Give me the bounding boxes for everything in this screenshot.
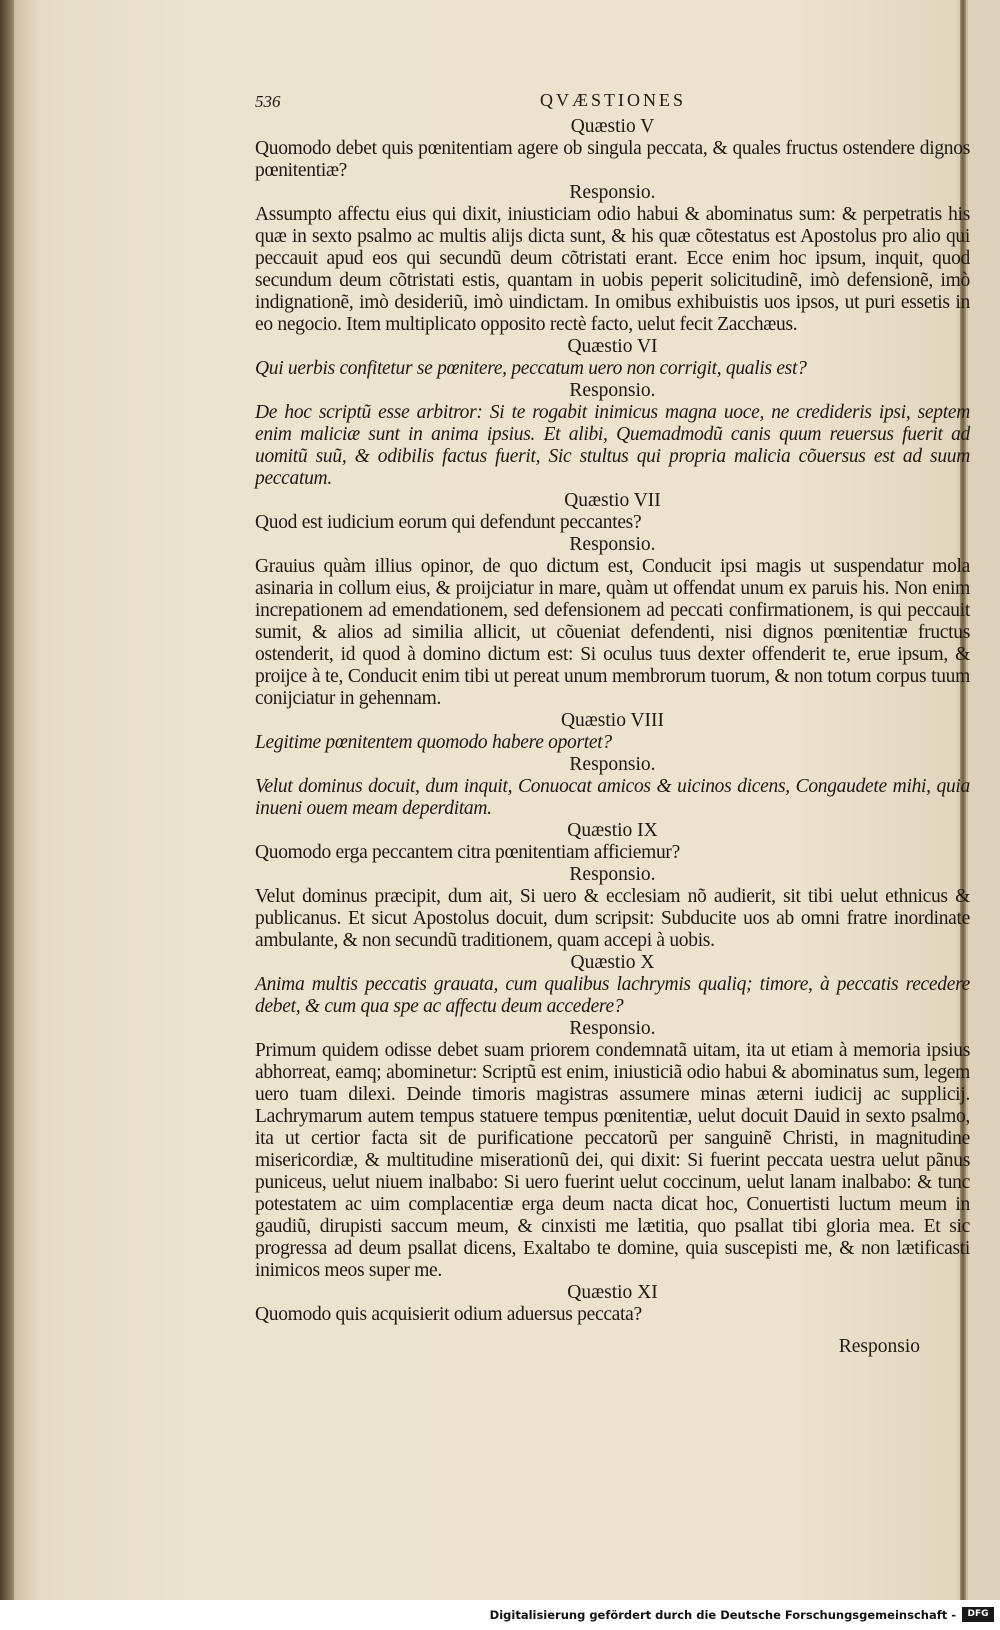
- response-label: Responsio.: [569, 182, 656, 203]
- section-quaestio-x: [255, 952, 970, 1282]
- section-title: Quæstio X: [570, 952, 655, 973]
- section-title: Quæstio VI: [567, 336, 658, 357]
- page-number: 536: [255, 92, 281, 111]
- footer-bar: [0, 1600, 1000, 1630]
- section-title: Quæstio V: [570, 116, 655, 137]
- section-quaestio-vii: [255, 490, 970, 710]
- response-text: Primum quidem odisse debet suam priorem condemnatã uitam, ita ut etiam à memoria ipsius abhorreat, eamq; abominetur: Scriptũ est enim, iniusticiã odio habui & abominatus sum, legem uero tuam dilexi. Deinde timoris magistras assumere minas æterni iudicij ac supplicij. Lachrymarum autem tempus statuere tempus pœnitentiæ, uelut docuit Dauid in sexto psalmo, ita ut certior facta sit de purificatione peccatorũ per sanguinẽ Christi, in magnitudine misericordiæ, & multitudine miserationũ dei, qui dixit: Si fuerint peccata uestra uelut pãnus puniceus, uelut niuem inalbabo: Si uero fuerint uelut coccinum, uelut lanam inalbabo: & tunc potestatem ac uim complacentiæ erga deum nacta dicat hoc, Conuertisti luctum meum in gaudiũ, dirupisti saccum meum, & cinxisti me lætitia, quo psallat tibi gloria mea. Et sic progressa ad deum psallat dicens, Exaltabo te domine, quia suscepisti me, & non lætificasti inimicos meos super me.: [255, 1040, 970, 1281]
- facing-page-edge: [968, 0, 1000, 1600]
- response-label: Responsio.: [569, 380, 656, 401]
- question-text: Quomodo quis acquisierit odium aduersus peccata?: [255, 1304, 642, 1325]
- section-title: Quæstio VII: [564, 490, 661, 511]
- question-text: Qui uerbis confitetur se pœnitere, peccatum uero non corrigit, qualis est?: [255, 358, 807, 379]
- response-text: Assumpto affectu eius qui dixit, iniusticiam odio habui & abominatus sum: & perpetratis his quæ in sexto psalmo ac multis alijs dicta sunt, & his quæ cõtestatus est Apostolus pro alio qui peccauit apud eos qui secundũ deum cõtristati erant. Ecce enim hoc ipsum, inquit, quod secundum deum cõtristati estis, quantam in uobis peperit solicitudinẽ, imò defensionẽ, imò indignationẽ, imò desideriũ, imò uindictam. In omibus exhibuistis uos ipsos, ut puri essetis in eo negocio. Item multiplicato opposito rectè facto, uelut fecit Zacchæus.: [255, 204, 970, 335]
- section-title: Quæstio VIII: [560, 710, 665, 731]
- response-label: Responsio.: [569, 864, 656, 885]
- question-text: Quomodo erga peccantem citra pœnitentiam afficiemur?: [255, 842, 680, 863]
- dfg-logo-icon: DFG: [962, 1607, 994, 1622]
- catchword: Responsio: [838, 1336, 920, 1357]
- response-label: Responsio.: [569, 534, 656, 555]
- question-text: Legitime pœnitentem quomodo habere oportet?: [255, 732, 612, 753]
- book-edge: [0, 0, 14, 1600]
- response-text: Velut dominus præcipit, dum ait, Si uero & ecclesiam nõ audierit, sit tibi uelut ethnicus & publicanus. Et sicut Apostolus docuit, dum scripsit: Subducite uos ab omni fratre inordinate ambulante, & non secundũ traditionem, quam accepi à uobis.: [255, 886, 970, 951]
- response-text: Velut dominus docuit, dum inquit, Conuocat amicos & uicinos dicens, Congaudete mihi, quia inueni ouem meam deperditam.: [255, 776, 970, 819]
- response-label: Responsio.: [569, 1018, 656, 1039]
- response-label: Responsio.: [569, 754, 656, 775]
- section-quaestio-viii: [255, 710, 970, 820]
- section-quaestio-vi: [255, 336, 970, 490]
- section-quaestio-xi: [255, 1282, 970, 1326]
- funding-credit: Digitalisierung gefördert durch die Deutsche Forschungsgemeinschaft -: [489, 1608, 956, 1622]
- text-block: [255, 88, 970, 1358]
- section-title: Quæstio IX: [567, 820, 658, 841]
- section-quaestio-ix: [255, 820, 970, 952]
- response-text: Grauius quàm illius opinor, de quo dictum est, Conducit ipsi magis ut suspendatur mola asinaria in collum eius, & proijciatur in mare, quàm ut offendat unum ex paruis his. Non enim increpationem ad emendationem, sed defensionem ad peccati confirmationem, is qui peccauit sumit, & alios ad similia allicit, ut cõueniat defendenti, nisi dignos pœnitentiæ fructus ostenderit, id quod à domino dictum est: Si oculus tuus dexter offenderit te, erue ipsum, & proijce à te, Conducit enim tibi ut pereat unum membrorum tuorum, & non totum corpus tuum conijciatur in gehennam.: [255, 556, 970, 709]
- question-text: Anima multis peccatis grauata, cum qualibus lachrymis qualiq; timore, à peccatis recedere debet, & cum qua spe ac affectu deum accedere?: [255, 974, 970, 1017]
- section-quaestio-v: [255, 116, 970, 336]
- response-text: De hoc scriptũ esse arbitror: Si te rogabit inimicus magna uoce, ne credideris ipsi, septem enim maliciæ sunt in anima ipsius. Et alibi, Quemadmodũ canis quum reuersus fuerit ad uomitũ suũ, & odibilis factus fuerit, Sic stultus qui propria malicia cõuersus est ad suum peccatum.: [255, 402, 970, 489]
- question-text: Quod est iudicium eorum qui defendunt peccantes?: [255, 512, 642, 533]
- section-title: Quæstio XI: [567, 1282, 658, 1303]
- page-header: [255, 88, 970, 116]
- question-text: Quomodo debet quis pœnitentiam agere ob singula peccata, & quales fructus ostendere dignos pœnitentiæ?: [255, 138, 970, 181]
- running-head: QVÆSTIONES: [540, 90, 687, 110]
